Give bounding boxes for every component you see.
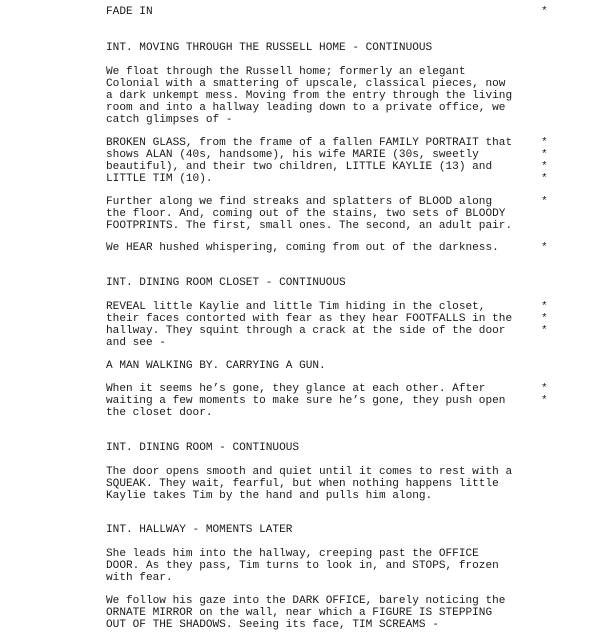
action-line: FOOTPRINTS. The first, small ones. The second, an adult pair. (106, 220, 513, 232)
action-line: When it seems he’s gone, they glance at each other. After (106, 383, 486, 395)
revision-mark: * (541, 161, 548, 173)
action-line: She leads him into the hallway, creeping past the OFFICE (106, 548, 479, 560)
action-line: a dark unkempt mess. Moving from the entry through the living (106, 90, 513, 102)
revision-mark: * (541, 137, 548, 149)
action-line: beautiful), and their two children, LITTLE KAYLIE (13) and (106, 161, 493, 173)
action-line: waiting a few moments to make sure he’s gone, they push open (106, 395, 506, 407)
revision-mark: * (541, 383, 548, 395)
scene-heading-russell-home: INT. MOVING THROUGH THE RUSSELL HOME - CONTINUOUS (106, 42, 433, 54)
revision-mark: * (541, 242, 548, 254)
revision-mark: * (541, 301, 548, 313)
action-line: The door opens smooth and quiet until it comes to rest with a (106, 466, 513, 478)
action-line: Kaylie takes Tim by the hand and pulls him along. (106, 490, 433, 502)
action-line: ORNATE MIRROR on the wall, near which a FIGURE IS STEPPING (106, 607, 493, 619)
transition-fade-in: FADE IN (106, 6, 153, 18)
action-line: shows ALAN (40s, handsome), his wife MARIE (30s, sweetly (106, 149, 479, 161)
action-line: with fear. (106, 572, 173, 584)
action-line: their faces contorted with fear as they hear FOOTFALLS in the (106, 313, 513, 325)
action-line: REVEAL little Kaylie and little Tim hiding in the closet, (106, 301, 486, 313)
action-line: We float through the Russell home; formerly an elegant (106, 66, 466, 78)
action-line: hallway. They squint through a crack at the side of the door (106, 325, 506, 337)
action-line: catch glimpses of - (106, 114, 233, 126)
action-line: room and into a hallway leading down to a private office, we (106, 102, 506, 114)
action-line: the closet door. (106, 407, 213, 419)
action-line: BROKEN GLASS, from the frame of a fallen FAMILY PORTRAIT that (106, 137, 513, 149)
revision-mark: * (541, 325, 548, 337)
action-line: DOOR. As they pass, Tim turns to look in, and STOPS, frozen (106, 560, 499, 572)
revision-mark: * (541, 173, 548, 185)
action-line: Further along we find streaks and splatters of BLOOD along (106, 196, 493, 208)
action-line: and see - (106, 337, 166, 349)
action-line: Colonial with a smattering of upscale, classical pieces, now (106, 78, 506, 90)
revision-mark: * (541, 395, 548, 407)
action-line: LITTLE TIM (10). (106, 173, 213, 185)
scene-heading-hallway: INT. HALLWAY - MOMENTS LATER (106, 524, 293, 536)
action-line: the floor. And, coming out of the stains, two sets of BLOODY (106, 208, 506, 220)
action-line: We follow his gaze into the DARK OFFICE, barely noticing the (106, 595, 506, 607)
scene-heading-dining-room: INT. DINING ROOM - CONTINUOUS (106, 442, 300, 454)
revision-mark: * (541, 149, 548, 161)
action-line: A MAN WALKING BY. CARRYING A GUN. (106, 360, 326, 372)
action-line: SQUEAK. They wait, fearful, but when nothing happens little (106, 478, 499, 490)
revision-mark: * (541, 313, 548, 325)
revision-mark: * (541, 196, 548, 208)
revision-mark: * (541, 6, 548, 18)
scene-heading-dining-closet: INT. DINING ROOM CLOSET - CONTINUOUS (106, 277, 346, 289)
action-line: We HEAR hushed whispering, coming from out of the darkness. (106, 242, 499, 254)
action-line: OUT OF THE SHADOWS. Seeing its face, TIM SCREAMS - (106, 619, 439, 631)
